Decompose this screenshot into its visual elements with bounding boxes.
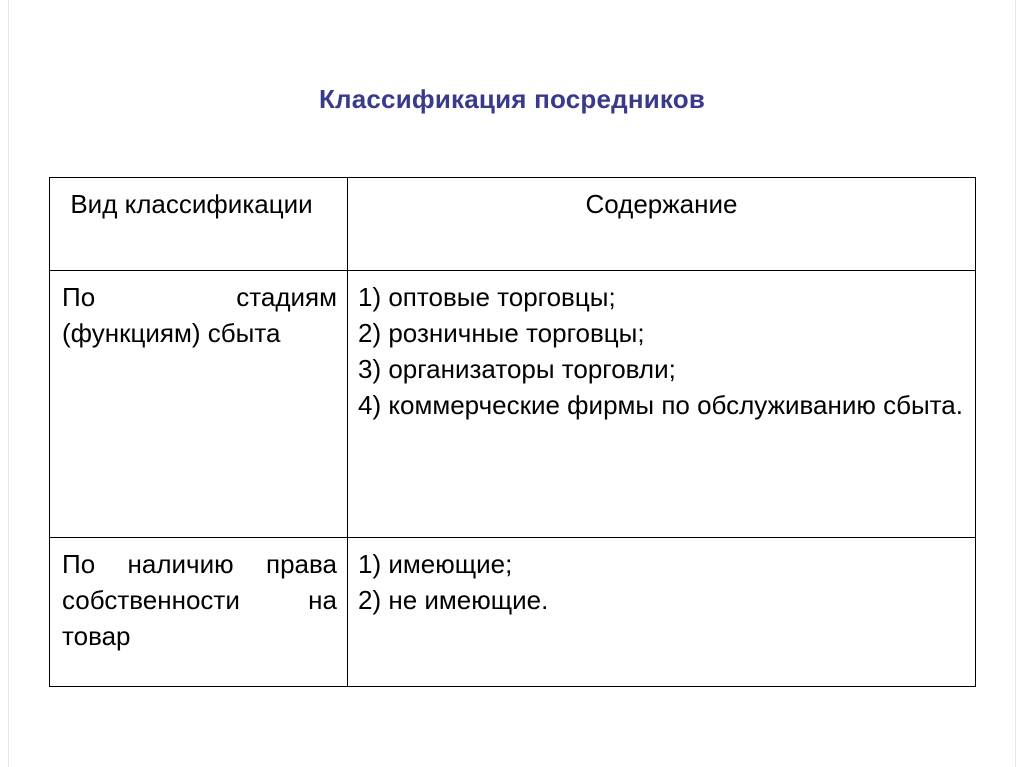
content-list-item: 2) не имеющие.: [358, 585, 549, 615]
content-list-item: 1) имеющие;: [358, 549, 513, 579]
table-row: [50, 271, 976, 538]
table-header-row: [50, 178, 976, 271]
content-list-item: 3) организаторы торговли;: [358, 354, 676, 384]
classification-content-cell: [348, 271, 976, 538]
header-classification-type: [50, 178, 348, 271]
classification-type-text: По наличию права собственности на товар: [62, 549, 337, 651]
content-list-item: 2) розничные торговцы;: [358, 318, 645, 348]
content-list-item: 1) оптовые торговцы;: [358, 282, 616, 312]
header-content: [348, 178, 976, 271]
content-list-item: 4) коммерческие фирмы по обслуживанию сбыта.: [358, 390, 963, 420]
classification-type-cell: [50, 271, 348, 538]
slide-title: Классификация посредников: [318, 84, 706, 114]
table-row: [50, 538, 976, 687]
classification-table: [49, 177, 976, 687]
header-content-label: Содержание: [585, 189, 738, 219]
header-classification-type-label: Вид классификации: [70, 189, 313, 219]
classification-type-cell: [50, 538, 348, 687]
classification-type-text: По стадиям (функциям) сбыта: [62, 282, 337, 348]
classification-content-cell: [348, 538, 976, 687]
